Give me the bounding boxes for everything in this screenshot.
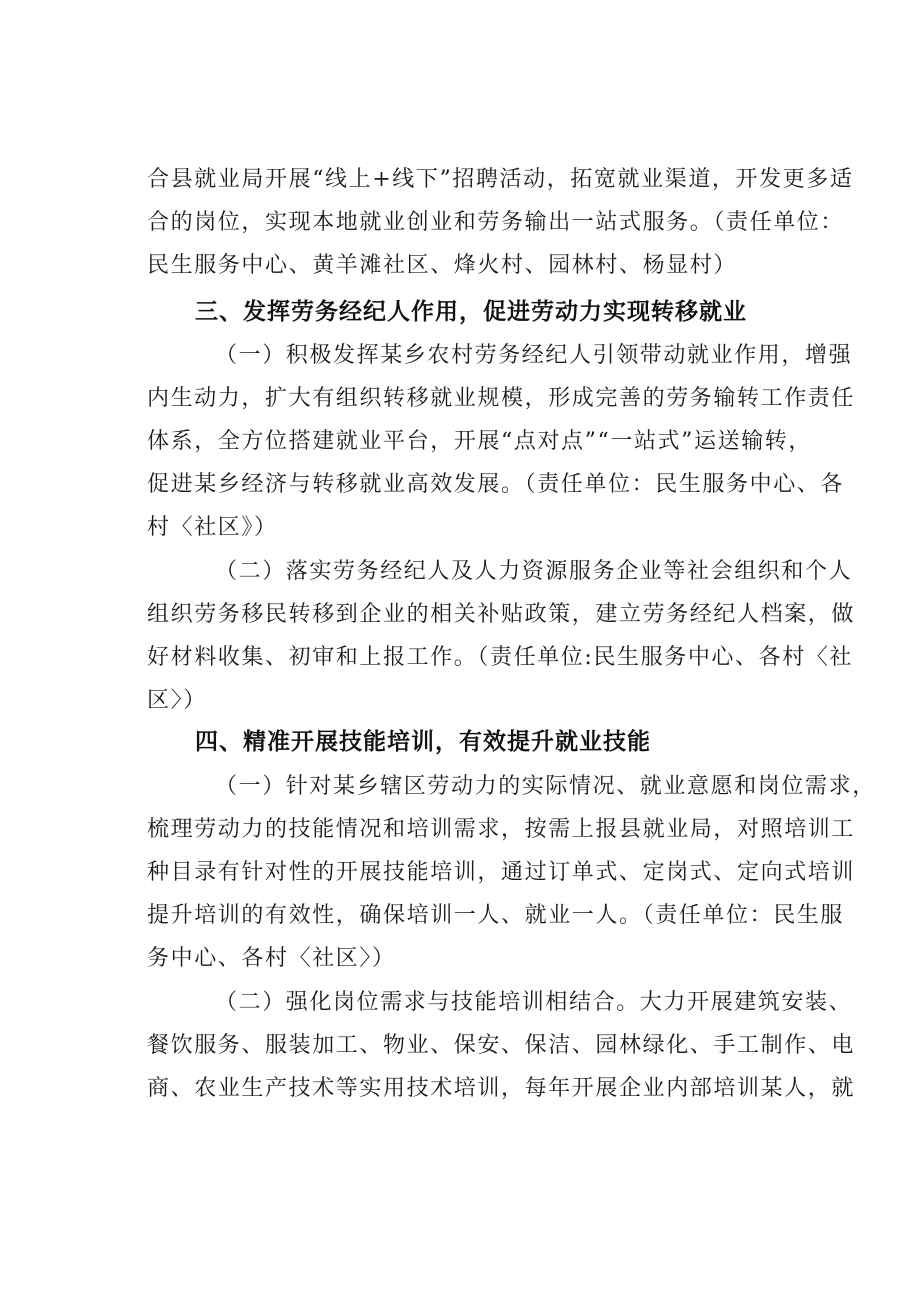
paragraph-line: （一）积极发挥某乡农村劳务经纪人引领带动就业作用，增强 <box>215 343 853 368</box>
paragraph-line: 促进某乡经济与转移就业高效发展。（责任单位：民生服务中心、各 <box>147 472 845 497</box>
paragraph-line: 组织劳务移民转移到企业的相关补贴政策，建立劳务经纪人档案，做 <box>147 602 856 627</box>
paragraph-line: 区〉） <box>147 688 207 713</box>
paragraph-line: （二）落实劳务经纪人及人力资源服务企业等社会组织和个人 <box>215 559 853 584</box>
paragraph-line: 商、农业生产技术等实用技术培训，每年开展企业内部培训某人，就 <box>147 1076 856 1101</box>
paragraph-line: 内生动力，扩大有组织转移就业规模，形成完善的劳务输转工作责任 <box>147 386 856 411</box>
paragraph-line: 好材料收集、初审和上报工作。（责任单位:民生服务中心、各村〈社 <box>147 645 854 670</box>
paragraph-line: 种目录有针对性的开展技能培训，通过订单式、定岗式、定向式培训 <box>147 860 856 885</box>
paragraph-continuation <box>147 158 854 287</box>
paragraph-line: 村〈社区》） <box>147 515 278 540</box>
paragraph-4-1 <box>147 765 876 980</box>
paragraph-line: 餐饮服务、服装加工、物业、保安、保洁、园林绿化、手工制作、电 <box>147 1033 856 1058</box>
paragraph-line: 务中心、各村〈社区〉） <box>147 946 396 971</box>
paragraph-line: （一）针对某乡辖区劳动力的实际情况、就业意愿和岗位需求， <box>215 774 876 799</box>
paragraph-3-1 <box>147 334 856 549</box>
paragraph-line: 体系，全方位搭建就业平台，开展“点对点”“一站式”运送输转， <box>147 429 812 454</box>
section-heading-3: 三、发挥劳务经纪人作用，促进劳动力实现转移就业 <box>195 299 747 325</box>
paragraph-4-2 <box>147 981 856 1110</box>
section-heading-4: 四、精准开展技能培训，有效提升就业技能 <box>195 729 651 755</box>
paragraph-line: （二）强化岗位需求与技能培训相结合。大力开展建筑安装、 <box>215 990 853 1015</box>
paragraph-line: 提升培训的有效性，确保培训一人、就业一人。（责任单位：民生服 <box>147 903 845 928</box>
paragraph-line: 合的岗位，实现本地就业创业和劳务输出一站式服务。（责任单位： <box>147 210 845 235</box>
paragraph-line: 梳理劳动力的技能情况和培训需求，按需上报县就业局，对照培训工 <box>147 817 856 842</box>
paragraph-3-2 <box>147 550 856 722</box>
paragraph-line: 合县就业局开展“线上+线下”招聘活动，拓宽就业渠道，开发更多适 <box>147 167 854 192</box>
paragraph-line: 民生服务中心、黄羊滩社区、烽火村、园林村、杨显村） <box>147 253 738 278</box>
